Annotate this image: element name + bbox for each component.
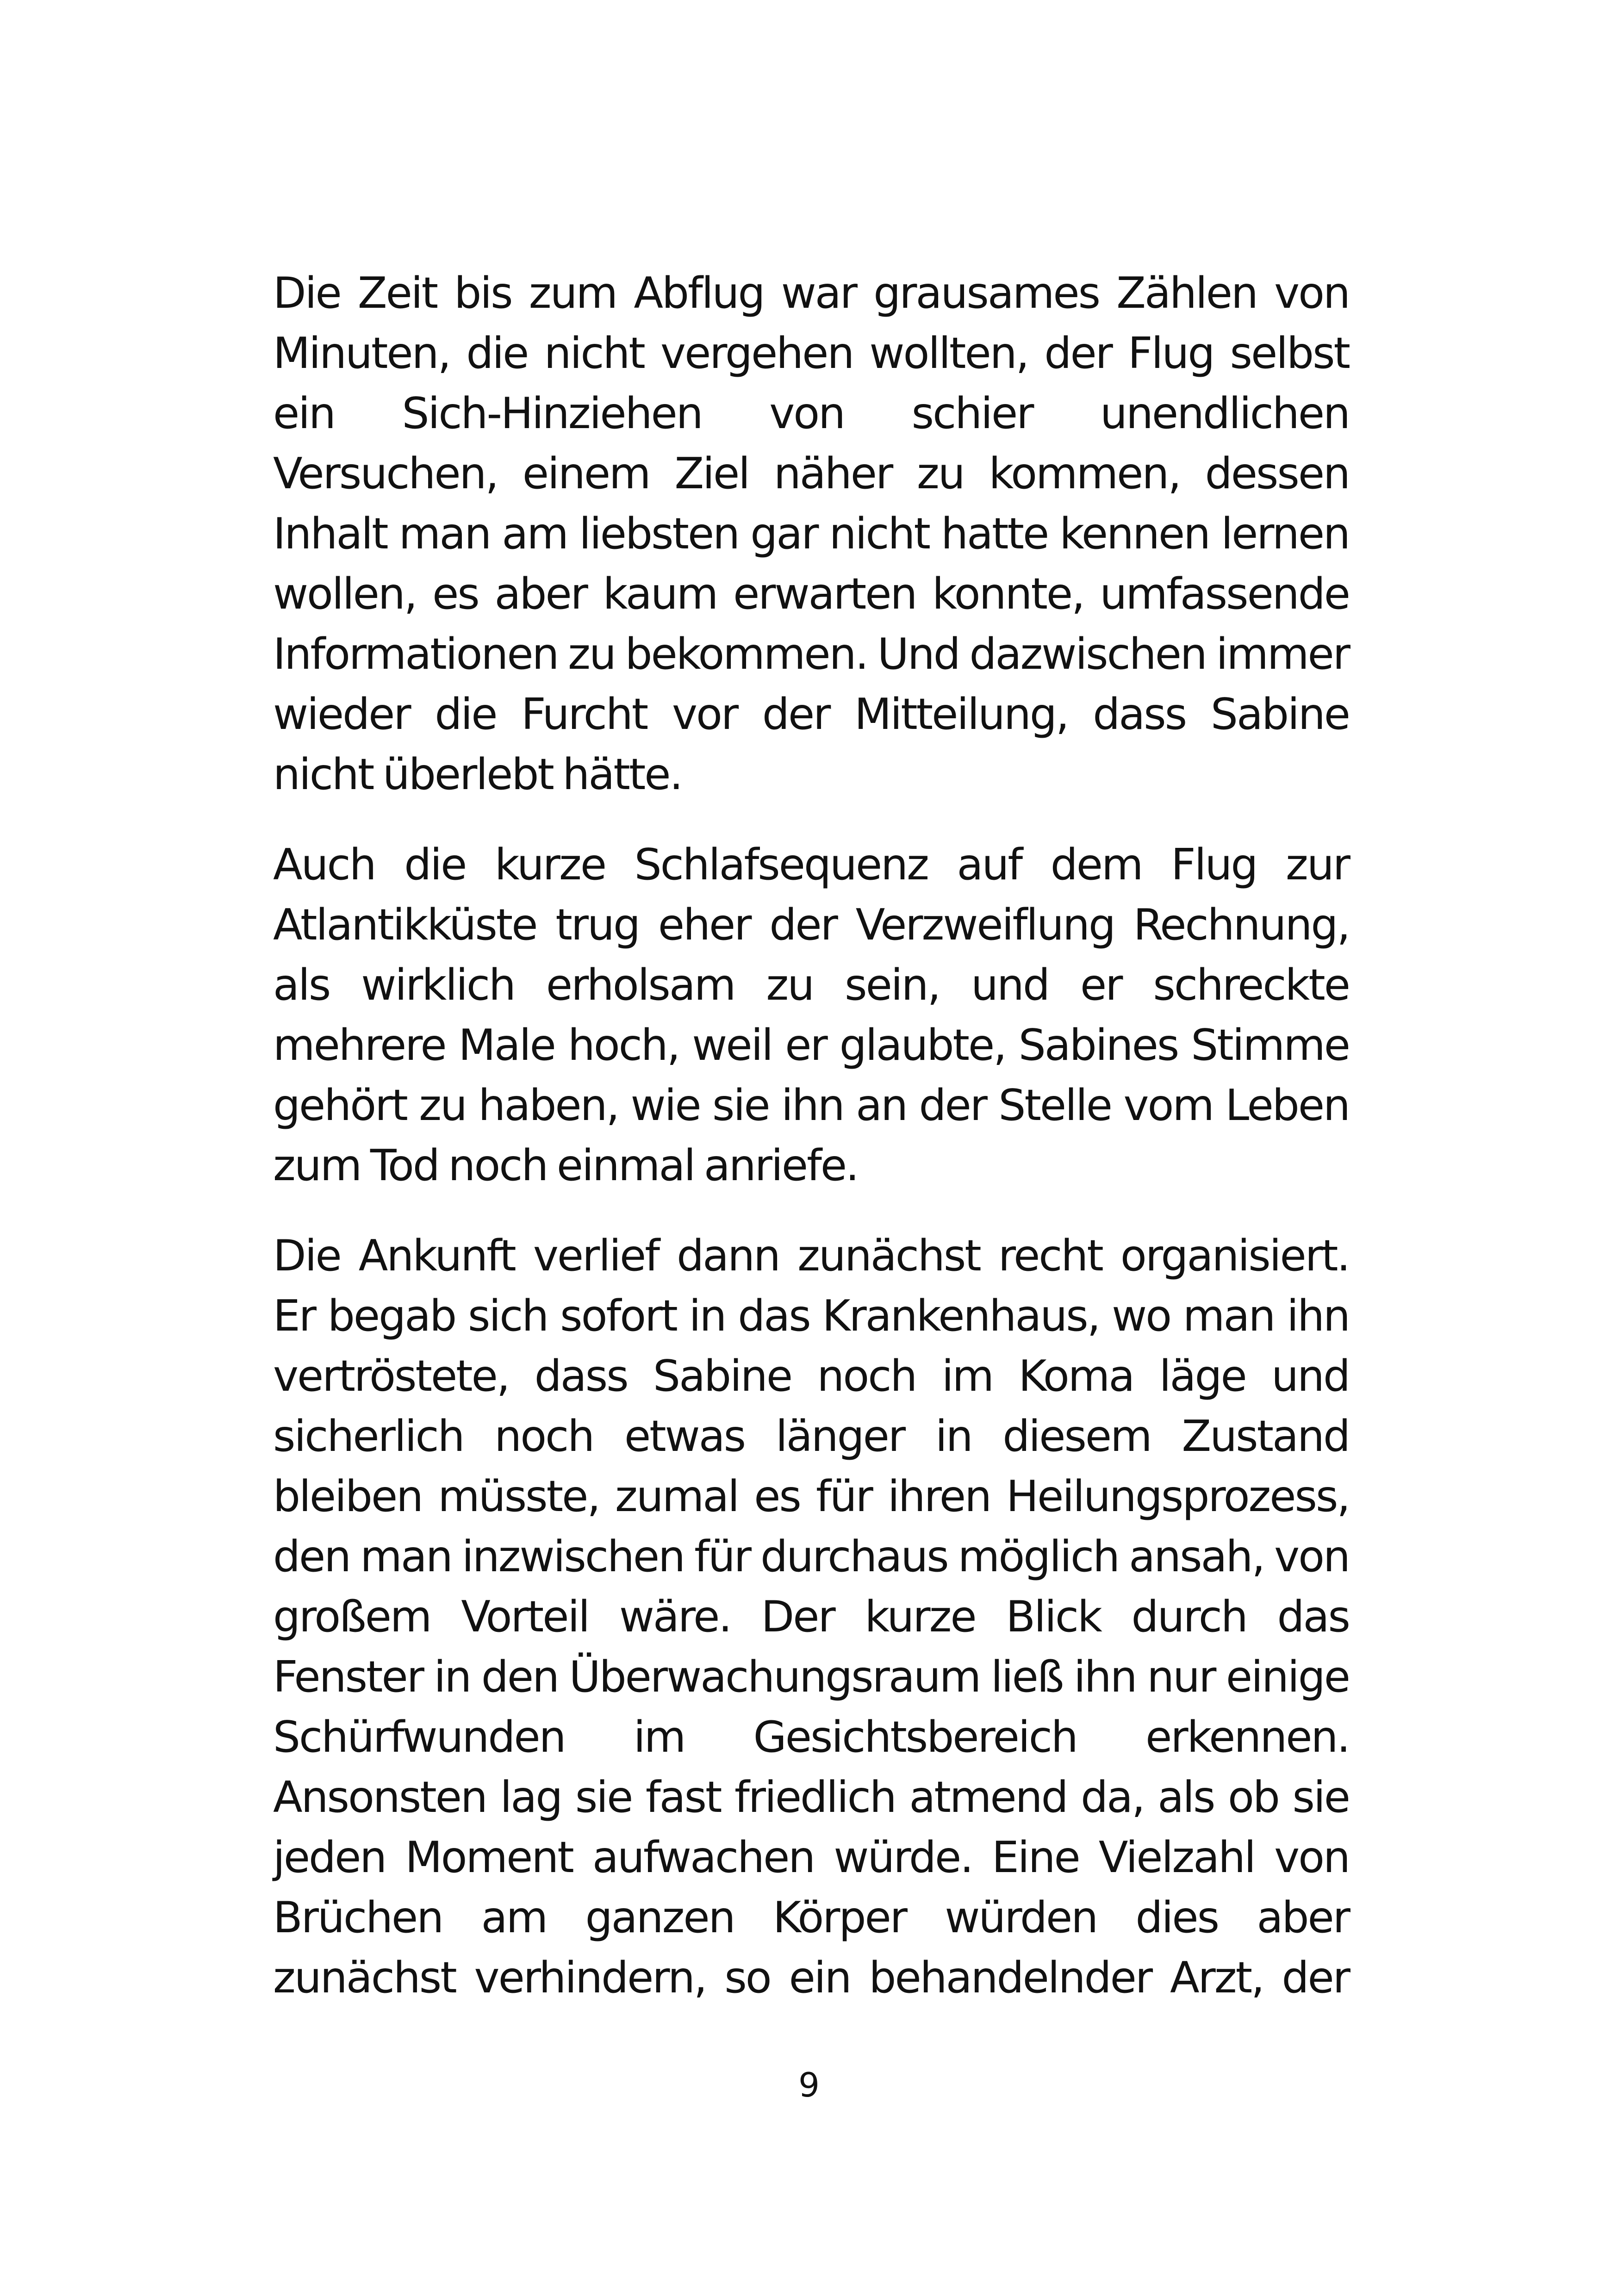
page-number: 9: [798, 2066, 820, 2104]
body-text: [273, 263, 1349, 2038]
paragraph-1: Die Zeit bis zum Abflug war grausames Zählen von Minuten, die nicht vergehen wollten, der Flug selbst ein Sich-Hinziehen von schier unendlichen Versuchen, einem Ziel näher zu kommen, dessen Inhalt man am liebsten gar nicht hatte kennen lernen wollen, es aber kaum erwarten konnte, umfassende Informationen zu bekommen. Und dazwischen immer wieder die Furcht vor der Mitteilung, dass Sabine nicht überlebt hätte.: [273, 268, 1349, 799]
paragraph-3: Die Ankunft verlief dann zunächst recht organisiert. Er begab sich sofort in das Krankenhaus, wo man ihn vertröstete, dass Sabine noch im Koma läge und sicherlich noch etwas länger in diesem Zustand bleiben müsste, zumal es für ihren Heilungsprozess, den man inzwischen für durchaus möglich ansah, von großem Vorteil wäre. Der kurze Blick durch das Fenster in den Überwachungsraum ließ ihn nur einige Schürfwunden im Gesichtsbereich erkennen. Ansonsten lag sie fast friedlich atmend da, als ob sie jeden Moment aufwachen würde. Eine Vielzahl von Brüchen am ganzen Körper würden dies aber zunächst verhindern, so ein behandelnder Arzt, der: [273, 1231, 1349, 2003]
paragraph-2: Auch die kurze Schlafsequenz auf dem Flug zur Atlantikküste trug eher der Verzweiflung Rechnung, als wirklich erholsam zu sein, und er schreckte mehrere Male hoch, weil er glaubte, Sabines Stimme gehört zu haben, wie sie ihn an der Stelle vom Leben zum Tod noch einmal anriefe.: [273, 840, 1349, 1190]
